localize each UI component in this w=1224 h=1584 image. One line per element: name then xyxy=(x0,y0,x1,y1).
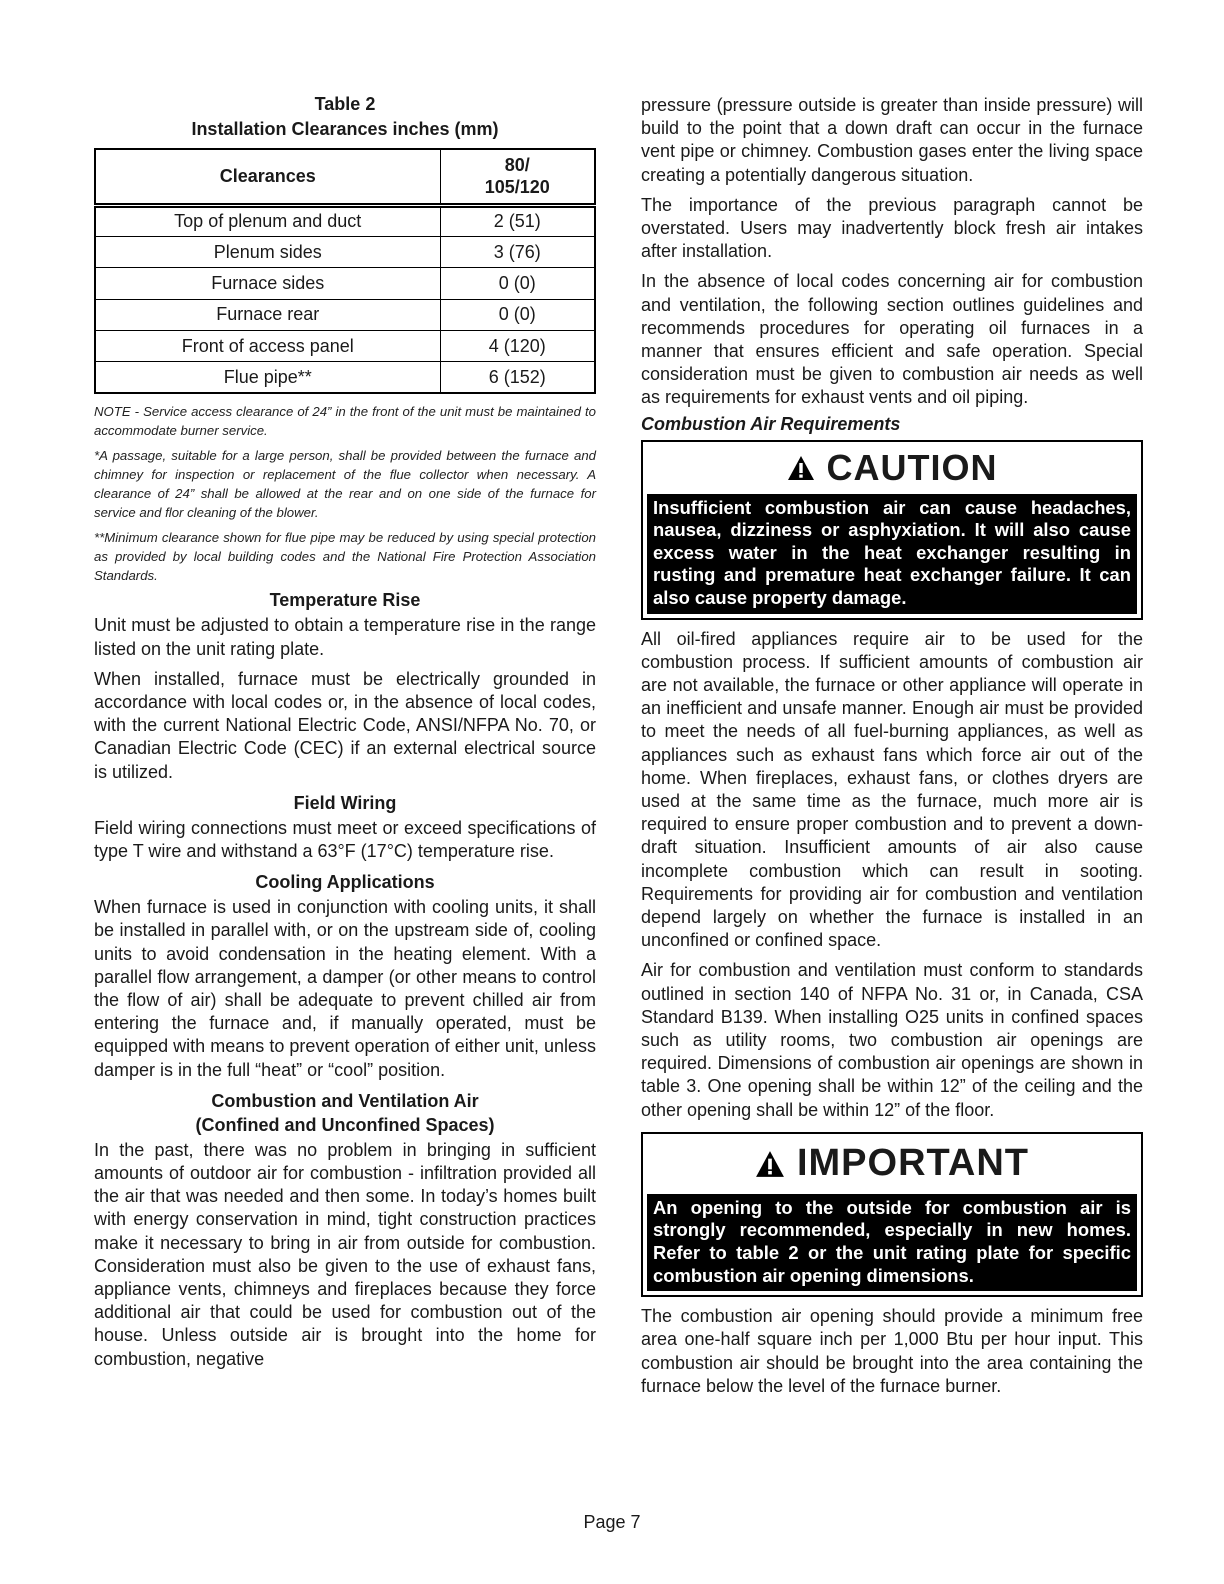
right-column xyxy=(641,94,1143,1398)
row-value: 2 (51) xyxy=(440,205,595,236)
heading-combustion-line1: Combustion and Ventilation Air xyxy=(211,1090,479,1111)
left-column xyxy=(94,92,596,1371)
row-value: 0 (0) xyxy=(440,299,595,330)
important-header xyxy=(647,1134,1137,1194)
row-label: Top of plenum and duct xyxy=(95,205,440,236)
row-label: Front of access panel xyxy=(95,331,440,362)
header-model-line1: 80/ xyxy=(504,155,530,176)
caution-title: CAUTION xyxy=(826,446,998,488)
heading-combustion-ventilation xyxy=(94,1089,596,1137)
caution-text: Insufficient combustion air can cause headaches, nausea, dizziness or asphyxiation. It will also cause excess water in the heat exchanger resulting in rusting and premature heat exchanger failure. It can also cause property damage. xyxy=(647,494,1137,614)
paragraph-field-wiring: Field wiring connections must meet or exceed specifications of type T wire and withstand a 63°F (17°C) temperature rise. xyxy=(94,817,596,861)
table-header-row xyxy=(95,149,595,205)
table-row xyxy=(95,299,595,330)
caution-box xyxy=(641,440,1143,620)
table-footnote-passage: *A passage, suitable for a large person, shall be provided between the furnace and chimney for inspection or replacement of the flue collector when necessary. A clearance of 24” shall be allowed at the rear and on one side of the furnace for service and flor cleaning of the blower. xyxy=(94,448,596,521)
row-value: 4 (120) xyxy=(440,331,595,362)
warning-triangle-icon xyxy=(755,1150,785,1178)
row-label: Flue pipe** xyxy=(95,362,440,393)
row-value: 6 (152) xyxy=(440,362,595,393)
paragraph-opening-area: The combustion air opening should provide a minimum free area one-half square inch per 1,000 Btu per hour input. This combustion air should be brought into the area containing the furnace below the level of the furnace burner. xyxy=(641,1306,1143,1396)
page-number: Page 7 xyxy=(583,1512,641,1532)
row-label: Furnace rear xyxy=(95,299,440,330)
paragraph-negative-pressure: pressure (pressure outside is greater than inside pressure) will build to the point that a down draft can occur in the furnace vent pipe or chimney. Combustion gases enter the living space creating a potentially dangerous situation. xyxy=(641,95,1143,185)
heading-combustion-air-requirements: Combustion Air Requirements xyxy=(641,413,901,434)
paragraph-oil-fired: All oil-fired appliances require air to be used for the combustion process. If sufficient amounts of combustion air are not available, the furnace or other appliance will operate in an inefficient and unsafe manner. Enough air must be provided to meet the needs of all fuel-burning appliances, as well as appliances such as exhaust fans which force air out of the home. When fireplaces, exhaust fans, or clothes dryers are used at the same time as the furnace, much more air is required to ensure proper combustion and to prevent a down-draft situation. Insufficient amounts of air also cause incomplete combustion which can result in sooting. Requirements for providing air for combustion and ventilation depend largely on whether the furnace is installed in an unconfined or confined space. xyxy=(641,628,1143,951)
table-row xyxy=(95,268,595,299)
table-row xyxy=(95,205,595,236)
header-clearances: Clearances xyxy=(95,149,440,205)
row-label: Plenum sides xyxy=(95,236,440,267)
table-row xyxy=(95,236,595,267)
warning-triangle-icon xyxy=(787,455,815,481)
paragraph-combustion-past: In the past, there was no problem in bringing in sufficient amounts of outdoor air for combustion - infiltration provided all the air that was needed and then some. In today’s homes built with energy conservation in mind, tight construction practices make it necessary to bring in air from outside for combustion. Consideration must also be given to the use of exhaust fans, appliance vents, chimneys and fireplaces because they force additional air that could be used for combustion out of the house. Unless outside air is brought into the home for combustion, negative xyxy=(94,1139,596,1369)
paragraph-grounding: When installed, furnace must be electrically grounded in accordance with local codes or, in the absence of local codes, with the current National Electric Code, ANSI/NFPA No. 70, or Canadian Electric Code (CEC) if an external electrical source is utilized. xyxy=(94,668,596,782)
paragraph-importance: The importance of the previous paragraph cannot be overstated. Users may inadvertently block fresh air intakes after installation. xyxy=(641,194,1143,262)
paragraph-cooling: When furnace is used in conjunction with cooling units, it shall be installed in parallel with, or on the upstream side of, cooling units to avoid condensation in the heating element. With a parallel flow arrangement, a damper (or other means to control the flow of air) shall be adequate to prevent chilled air from entering the furnace and, if manually operated, must be equipped with means to prevent operation of either unit, unless damper is in the full “heat” or “cool” position. xyxy=(94,897,596,1080)
important-title: IMPORTANT xyxy=(796,1142,1030,1185)
header-model xyxy=(440,149,595,205)
row-value: 0 (0) xyxy=(440,268,595,299)
important-box xyxy=(641,1132,1143,1297)
caution-header xyxy=(647,442,1137,494)
table-note: NOTE - Service access clearance of 24” in the front of the unit must be maintained to accommodate burner service. xyxy=(94,404,596,439)
table-footnote-flue: **Minimum clearance shown for flue pipe may be reduced by using special protection as provided by local building codes and the National Fire Protection Association Standards. xyxy=(94,530,596,584)
clearances-table xyxy=(94,148,596,394)
heading-combustion-line2: (Confined and Unconfined Spaces) xyxy=(195,1114,495,1135)
heading-cooling-applications: Cooling Applications xyxy=(255,872,435,893)
important-text: An opening to the outside for combustion air is strongly recommended, especially in new homes. Refer to table 2 or the unit rating plate for specific combustion air opening dimensions. xyxy=(647,1194,1137,1291)
table-caption: Installation Clearances inches (mm) xyxy=(191,119,499,139)
paragraph-absence-codes: In the absence of local codes concerning air for combustion and ventilation, the following section outlines guidelines and recommends procedures for operating oil furnaces in a manner that ensures efficient and safe operation. Special consideration must be given to combustion air needs as well as requirements for exhaust vents and oil piping. xyxy=(641,271,1143,408)
heading-field-wiring: Field Wiring xyxy=(293,792,397,813)
row-value: 3 (76) xyxy=(440,236,595,267)
paragraph-nfpa: Air for combustion and ventilation must conform to standards outlined in section 140 of NFPA No. 31 or, in Canada, CSA Standard B139. When installing O25 units in confined spaces such as utility rooms, two combustion air openings are required. Dimensions of combustion air openings are shown in table 3. One opening shall be within 12” of the ceiling and the other opening shall be within 12” of the floor. xyxy=(641,960,1143,1120)
row-label: Furnace sides xyxy=(95,268,440,299)
heading-temperature-rise: Temperature Rise xyxy=(269,590,421,611)
table-row xyxy=(95,362,595,393)
paragraph-temperature-rise: Unit must be adjusted to obtain a temperature rise in the range listed on the unit rating plate. xyxy=(94,615,596,659)
table-row xyxy=(95,331,595,362)
table-title: Table 2 xyxy=(314,94,376,114)
header-model-line2: 105/120 xyxy=(484,177,550,198)
